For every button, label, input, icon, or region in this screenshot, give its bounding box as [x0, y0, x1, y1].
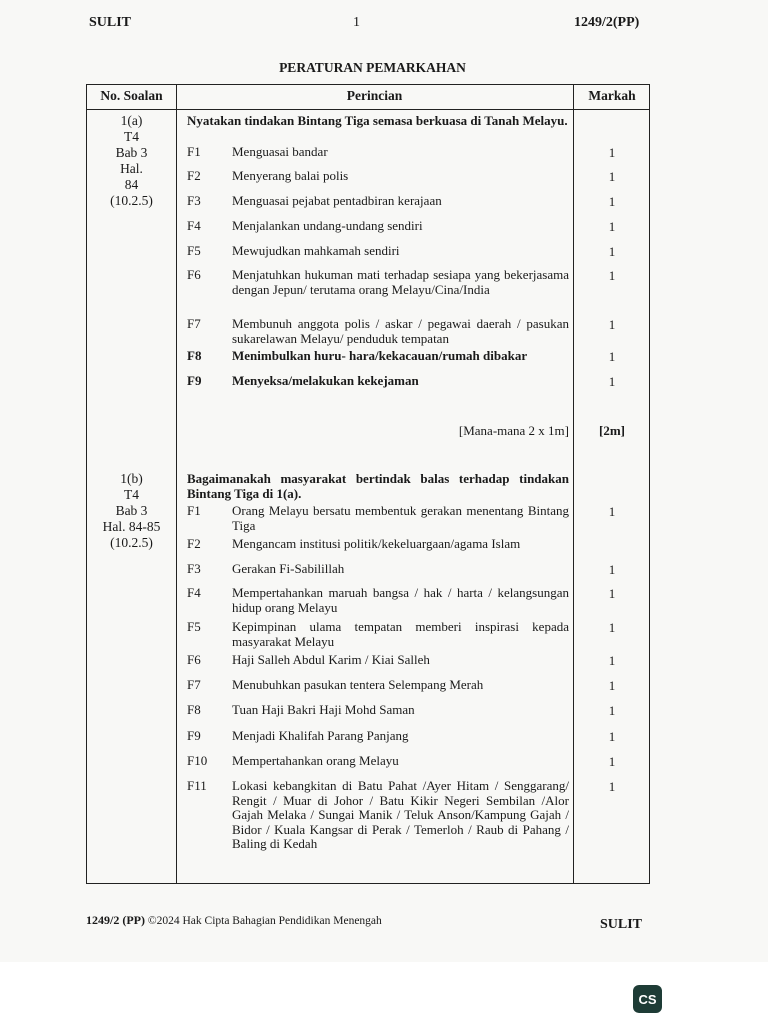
ref-line: Bab 3: [115, 503, 148, 518]
item-text: Mewujudkan mahkamah sendiri: [232, 243, 400, 258]
item-text: Menubuhkan pasukan tentera Selempang Merah: [232, 677, 484, 692]
item-code: F9: [187, 728, 201, 743]
item-mark: 1: [608, 620, 616, 635]
classification-footer: SULIT: [600, 917, 643, 932]
classification-header: SULIT: [89, 15, 132, 30]
ref-line: Bab 3: [115, 145, 148, 160]
ref-line: T4: [124, 487, 139, 502]
ref-line: (10.2.5): [110, 535, 153, 550]
item-mark: 1: [608, 729, 616, 744]
question-ref-1a: [87, 113, 176, 209]
item-code: F5: [187, 243, 201, 258]
item-mark: 1: [608, 779, 616, 794]
item-code: F6: [187, 652, 201, 667]
item-text: Orang Melayu bersatu membentuk gerakan menentang Bintang Tiga: [232, 503, 569, 533]
item-code: F1: [187, 503, 201, 518]
ref-line: 84: [124, 177, 139, 192]
item-mark: 1: [608, 504, 616, 519]
item-mark: 1: [608, 653, 616, 668]
item-mark: 1: [608, 169, 616, 184]
item-text: Mempertahankan maruah bangsa / hak / harta / kelangsungan hidup orang Melayu: [232, 585, 569, 615]
item-code: F8: [187, 348, 202, 363]
footer-copyright: [86, 913, 382, 928]
item-code: F8: [187, 702, 201, 717]
question-ref-1b: [87, 471, 176, 551]
item-text: Mengancam institusi politik/kekeluargaan/agama Islam: [232, 536, 521, 551]
item-text: Menjadi Khalifah Parang Panjang: [232, 728, 409, 743]
page-number: 1: [353, 15, 360, 30]
item-mark: 1: [608, 562, 616, 577]
item-mark: 1: [608, 703, 616, 718]
column-header-markah: Markah: [588, 88, 636, 103]
item-text: Menyerang balai polis: [232, 168, 349, 183]
ref-line: Hal.: [120, 161, 143, 176]
item-code: F7: [187, 316, 201, 331]
item-code: F6: [187, 267, 201, 282]
item-text: Menguasai bandar: [232, 144, 328, 159]
item-code: F4: [187, 585, 201, 600]
marks-allocation-note: [Mana-mana 2 x 1m]: [458, 423, 569, 438]
item-text: Tuan Haji Bakri Haji Mohd Saman: [232, 702, 415, 717]
header-divider: [87, 109, 649, 110]
item-text: Kepimpinan ulama tempatan memberi inspirasi kepada masyarakat Melayu: [232, 619, 569, 649]
item-text: Menyeksa/melakukan kekejaman: [232, 373, 419, 388]
footer-copyright-text: ©2024 Hak Cipta Bahagian Pendidikan Menengah: [147, 915, 382, 927]
item-text: Lokasi kebangkitan di Batu Pahat /Ayer Hitam / Senggarang/ Rengit / Muar di Johor / Batu Kikir Negeri Sembilan /Alor Gajah Melaka / Sungai Manik / Teluk Anson/Kampung Gajah / Bidor / Kuala Kangsar di Perak / Temerloh / Raub di Pahang / Baling di Kedah: [232, 778, 569, 851]
ref-line: 1(a): [120, 113, 143, 128]
item-code: F3: [187, 561, 201, 576]
column-header-perincian: Perincian: [346, 88, 403, 103]
item-code: F10: [187, 753, 208, 768]
item-text: Haji Salleh Abdul Karim / Kiai Salleh: [232, 652, 430, 667]
footer-paper-code: 1249/2 (PP): [86, 913, 145, 927]
item-mark: 1: [608, 586, 616, 601]
item-text: Menguasai pejabat pentadbiran kerajaan: [232, 193, 442, 208]
ref-line: T4: [124, 129, 139, 144]
item-mark: 1: [608, 754, 616, 769]
item-mark: 1: [608, 145, 616, 160]
paper-code-header: 1249/2(PP): [574, 15, 640, 30]
ref-line: 1(b): [120, 471, 143, 486]
item-text: Membunuh anggota polis / askar / pegawai daerah / pasukan sukarelawan Melayu/ penduduk tempatan: [232, 316, 569, 346]
item-mark: 1: [608, 349, 616, 364]
item-code: F9: [187, 373, 202, 388]
item-code: F2: [187, 536, 201, 551]
item-mark: 1: [608, 219, 616, 234]
item-text: Menjalankan undang-undang sendiri: [232, 218, 423, 233]
marking-table: [86, 84, 650, 884]
item-code: F7: [187, 677, 201, 692]
item-code: F4: [187, 218, 201, 233]
item-mark: 1: [608, 244, 616, 259]
item-text: Gerakan Fi-Sabilillah: [232, 561, 345, 576]
item-code: F5: [187, 619, 201, 634]
column-header-no-soalan: No. Soalan: [100, 88, 163, 103]
item-code: F11: [187, 778, 207, 793]
total-mark: [2m]: [599, 423, 625, 438]
camscanner-logo: CS: [633, 985, 662, 1013]
ref-line: Hal. 84-85: [102, 519, 161, 534]
item-code: F2: [187, 168, 201, 183]
item-text: Menimbulkan huru- hara/kekacauan/rumah dibakar: [232, 348, 528, 363]
question-text-1b: Bagaimanakah masyarakat bertindak balas terhadap tindakan Bintang Tiga di 1(a).: [187, 471, 569, 501]
item-text: Mempertahankan orang Melayu: [232, 753, 399, 768]
item-mark: 1: [608, 268, 616, 283]
ref-line: (10.2.5): [110, 193, 153, 208]
column-divider: [176, 85, 177, 883]
item-mark: 1: [608, 194, 616, 209]
item-text: Menjatuhkan hukuman mati terhadap sesiapa yang bekerjasama dengan Jepun/ terutama orang Melayu/Cina/India: [232, 267, 569, 297]
item-code: F1: [187, 144, 201, 159]
item-mark: 1: [608, 374, 616, 389]
page-title: PERATURAN PEMARKAHAN: [279, 60, 466, 75]
item-mark: 1: [608, 317, 616, 332]
question-text-1a: Nyatakan tindakan Bintang Tiga semasa berkuasa di Tanah Melayu.: [187, 113, 568, 128]
item-code: F3: [187, 193, 201, 208]
item-mark: 1: [608, 678, 616, 693]
